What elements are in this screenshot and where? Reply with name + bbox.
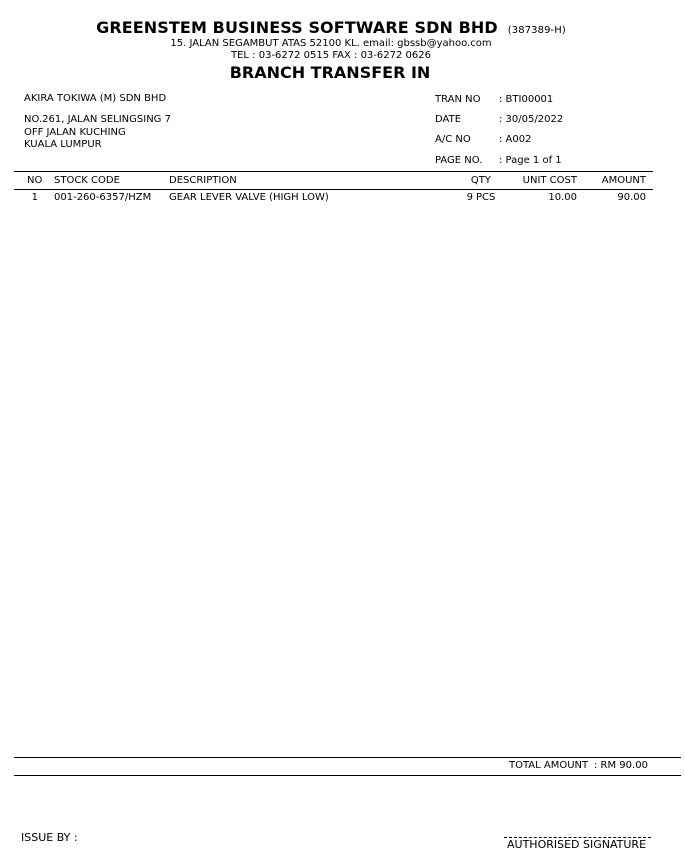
company-address: 15. JALAN SEGAMBUT ATAS 52100 KL. email: gbssb@yahoo.com [170, 38, 492, 49]
header-no: NO [27, 175, 43, 186]
date-value: : 30/05/2022 [499, 114, 564, 125]
company-address-block [0, 38, 662, 62]
table-top-rule [14, 171, 653, 172]
company-contact: TEL : 03-6272 0515 FAX : 03-6272 0626 [231, 50, 431, 61]
row-description: GEAR LEVER VALVE (HIGH LOW) [169, 192, 329, 203]
row-no: 1 [31, 192, 38, 203]
date-label: DATE [435, 114, 462, 125]
total-amount-label: TOTAL AMOUNT [509, 760, 589, 771]
page-no-label: PAGE NO. [435, 155, 483, 166]
row-qty: 9 [466, 192, 473, 203]
row-stock-code: 001-260-6357/HZM [54, 192, 152, 203]
page-no-value: : Page 1 of 1 [499, 155, 562, 166]
tran-no-label: TRAN NO [435, 94, 481, 105]
header-amount: AMOUNT [601, 175, 646, 186]
company-header [0, 18, 662, 37]
customer-address-line: NO.261, JALAN SELINGSING 7 [24, 114, 171, 125]
customer-address [24, 114, 171, 152]
document-title: BRANCH TRANSFER IN [229, 63, 431, 82]
header-unit-cost: UNIT COST [522, 175, 577, 186]
row-amount: 90.00 [617, 192, 646, 203]
customer-name: AKIRA TOKIWA (M) SDN BHD [24, 93, 167, 104]
total-bottom-rule [14, 775, 681, 776]
customer-address-line: KUALA LUMPUR [24, 139, 102, 150]
header-qty: QTY [470, 175, 491, 186]
header-description: DESCRIPTION [169, 175, 237, 186]
company-name: GREENSTEM BUSINESS SOFTWARE SDN BHD [96, 18, 498, 37]
header-stock-code: STOCK CODE [54, 175, 120, 186]
table-header-rule [14, 189, 653, 190]
tran-no-value: : BTI00001 [499, 94, 554, 105]
authorised-signature-label: AUTHORISED SIGNATURE [507, 838, 647, 851]
ac-no-label: A/C NO [435, 134, 471, 145]
row-uom: PCS [476, 192, 496, 203]
total-top-rule [14, 757, 681, 758]
company-reg-no: (387389-H) [507, 25, 566, 36]
issue-by-label: ISSUE BY : [21, 831, 78, 844]
total-amount-value: : RM 90.00 [594, 760, 648, 771]
row-unit-cost: 10.00 [548, 192, 577, 203]
ac-no-value: : A002 [499, 134, 532, 145]
customer-address-line: OFF JALAN KUCHING [24, 126, 126, 138]
